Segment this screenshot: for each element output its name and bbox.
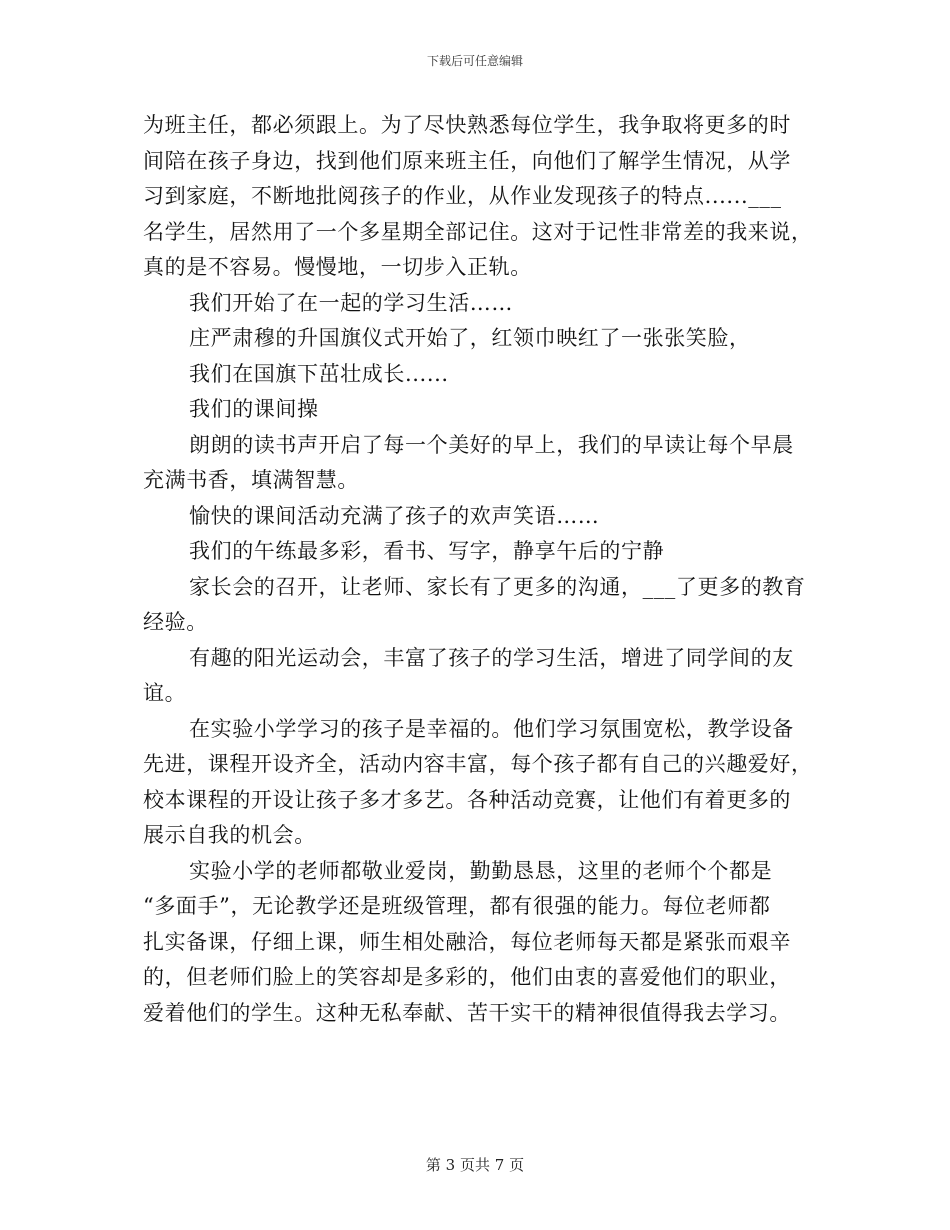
text-line: 校本课程的开设让孩子多才多艺。各种活动竞赛，让他们有着更多的 [143,787,791,812]
text-line: 展示自我的机会。 [143,823,316,847]
text-line: 我们在国旗下茁壮成长...... [189,361,449,386]
text-line: 愉快的课间活动充满了孩子的欢声笑语…… [189,503,600,528]
text-line: 谊。 [143,681,187,705]
text-line: 真的是不容易。慢慢地，一切步入正轨。 [143,255,532,279]
text-line: 的，但老师们脸上的笑容却是多彩的，他们由衷的喜爱他们的职业， [143,965,791,989]
text-line: 名学生，居然用了一个多星期全部记住。这对于记性非常差的我来说， [143,219,813,244]
text-line: 习到家庭，不断地批阅孩子的作业，从作业发现孩子的特点......___ [143,184,782,208]
text-line: 在实验小学学习的孩子是幸福的。他们学习氛围宽松，教学设备 [189,716,794,741]
text-line: 我们的课间操 [189,397,319,421]
text-line: 经验。 [143,610,208,634]
text-line: 我们的午练最多彩，看书、写字，静享午后的宁静 [189,539,665,563]
text-line: 我们开始了在一起的学习生活…… [189,290,513,315]
page-header: 下载后可任意编辑 [426,54,523,68]
text-line: 实验小学的老师都敬业爱岗，勤勤恳恳，这里的老师个个都是 [189,858,773,883]
text-line: 为班主任，都必须跟上。为了尽快熟悉每位学生，我争取将更多的时 [143,113,791,137]
document-body [143,108,813,1031]
text-line: 有趣的阳光运动会，丰富了孩子的学习生活，增进了同学间的友 [189,645,794,670]
page-number-footer: 第 3 页共 7 页 [425,1156,525,1174]
text-line: 朗朗的读书声开启了每一个美好的早上，我们的早读让每个早晨 [189,432,794,457]
text-line: 先进，课程开设齐全，活动内容丰富，每个孩子都有自己的兴趣爱好， [143,752,813,776]
text-line: 间陪在孩子身边，找到他们原来班主任，向他们了解学生情况，从学 [143,148,791,173]
text-line: 庄严肃穆的升国旗仪式开始了，红领巾映红了一张张笑脸， [189,326,751,350]
text-line: 家长会的召开，让老师、家长有了更多的沟通，___了更多的教育 [189,574,806,599]
text-line: 充满书香，填满智慧。 [143,468,359,492]
text-line: “多面手”，无论教学还是班级管理，都有很强的能力。每位老师都 [143,894,771,918]
text-line: 扎实备课，仔细上课，师生相处融洽，每位老师每天都是紧张而艰辛 [143,929,791,954]
text-line: 爱着他们的学生。这种无私奉献、苦干实干的精神很值得我去学习。 [143,1000,791,1025]
